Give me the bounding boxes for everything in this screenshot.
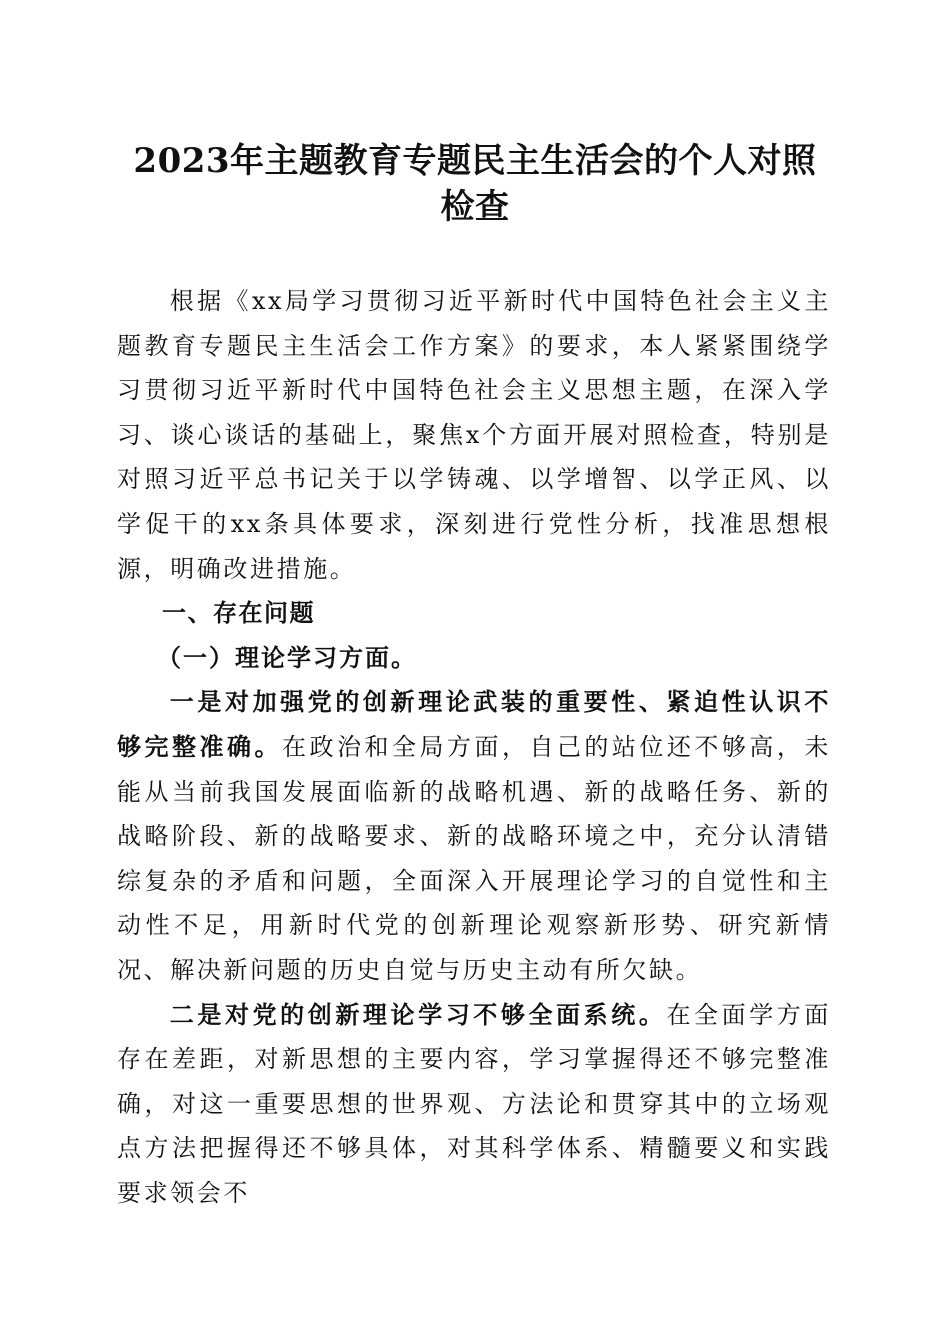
point-2-lead: 二是对党的创新理论学习不够全面系统。 xyxy=(169,999,667,1029)
point-2-text: 在全面学方面存在差距，对新思想的主要内容，学习掌握得还不够完整准确，对这一重要思想的世界观、方法论和贯穿其中的立场观点方法把握得还不够具体，对其科学体系、精髓要义和实践要求领会不 xyxy=(117,1000,831,1207)
subsection-heading-theory-study: （一）理论学习方面。 xyxy=(157,642,417,672)
document-body xyxy=(117,279,831,1215)
intro-paragraph: 根据《xx局学习贯彻习近平新时代中国特色社会主义主题教育专题民主生活会工作方案》的要求，本人紧紧围绕学习贯彻习近平新时代中国特色社会主义思想主题，在深入学习、谈心谈话的基础上，聚焦x个方面开展对照检查，特别是对照习近平总书记关于以学铸魂、以学增智、以学正风、以学促干的xx条具体要求，深刻进行党性分析，找准思想根源，明确改进措施。 xyxy=(117,287,831,583)
section-heading-problems: 一、存在问题 xyxy=(162,599,315,628)
document-title xyxy=(110,138,840,230)
title-line-1: 2023年主题教育专题民主生活会的个人对照 xyxy=(133,141,817,181)
title-line-2: 检查 xyxy=(440,187,510,227)
point-1-lead: 一是对加强党的创新理论武装的重要性、紧迫性认识不够完整准确。 xyxy=(117,687,831,761)
point-paragraph-1 xyxy=(117,680,831,992)
point-1-text: 在政治和全局方面，自己的站位还不够高，未能从当前我国发展面临新的战略机遇、新的战略任务、新的战略阶段、新的战略要求、新的战略环境之中，充分认清错综复杂的矛盾和问题，全面深入开展理论学习的自觉性和主动性不足，用新时代党的创新理论观察新形势、研究新情况、解决新问题的历史自觉与历史主动有所欠缺。 xyxy=(117,732,831,984)
point-paragraph-2 xyxy=(117,993,831,1216)
